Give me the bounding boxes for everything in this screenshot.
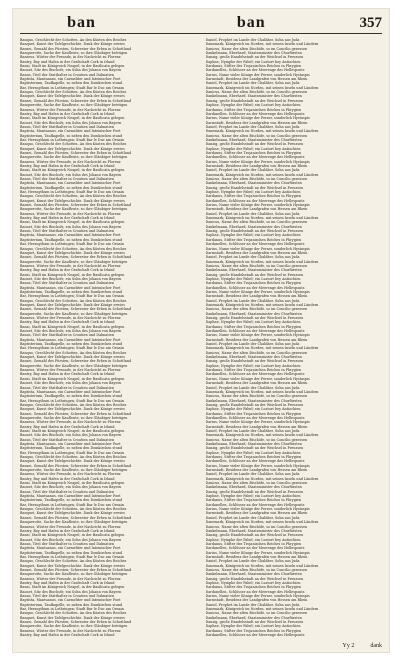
text-line: Dardanus, Stifter des Trojanischen Reiches in Phrygien (205, 541, 302, 546)
text-line: Banquerotte, Sache der Kaufleute, so ihre Gläubiger betrügen (20, 103, 128, 108)
text-line: Banquerotte, Sache der Kaufleute, so ihre Gläubiger betrügen (20, 468, 128, 473)
text-line: Banseus, Wörter der Freunde, in der Nachricht zu Florenz (20, 55, 121, 60)
text-line: Bantry, Bay und Hafen in der Grafschaft Cork in Irland (20, 476, 115, 481)
text-line: Banus, Titel der Statthalter in Croatien und Dalmatien (20, 541, 115, 546)
text-line: Darmstadt, Residenz der Landgrafen von Hessen am Rhein (205, 468, 308, 473)
text-line: Banseus, Wörter der Freunde, in der Nachricht zu Florenz (20, 628, 121, 633)
text-line: Baptisterium, Taufkapelle, so neben den Domkirchen stund (20, 133, 123, 138)
text-line: Daphne, Nymphe der Fabel; ein Lustort bey Antiochien (205, 363, 301, 368)
text-line: Banseus, Wörter der Freunde, in der Nachricht zu Florenz (20, 420, 121, 425)
text-line: Dankelmann, Eberhard, Staatsminister des Churfürsten (205, 51, 302, 56)
text-line: Banus, Titel der Statthalter in Croatien und Dalmatien (20, 281, 115, 286)
text-line: Banzi, Stadt im Königreich Neapel, in der Basilicata gelegen (20, 116, 125, 121)
text-line: Daniel, Prophet im Lande der Chaldäer, Sohn aus Juda (205, 38, 300, 42)
text-line: Baonet, Sitz des Bischofs; ein Sohn des Johann von Bayern (20, 224, 122, 229)
text-line: Dardanellen, Schlösser an der Meerenge des Hellesponts (205, 546, 305, 551)
text-line: Danzig, große Handelsstadt an der Weichsel in Preussen (205, 142, 304, 147)
text-line: Banseus, Wörter der Freunde, in der Nachricht zu Florenz (20, 472, 121, 477)
text-line: Banquerotte, Sache der Kaufleute, so ihre Gläubiger betrügen (20, 520, 128, 525)
text-line: Baptisterium, Taufkapelle, so neben den Domkirchen stund (20, 446, 123, 451)
text-line: Dardanus, Stifter des Trojanischen Reiches in Phrygien (205, 455, 302, 459)
text-line: Baptista, Mantuanus, ein Carmeliter und lateinischer Poet (20, 77, 121, 82)
text-line: Baonet, Sitz des Bischofs; ein Sohn des Johann von Bayern (20, 120, 122, 125)
text-line: Dankelmann, Eberhard, Staatsminister des Churfürsten (205, 311, 302, 316)
text-line: Baptista, Mantuanus, ein Carmeliter und lateinischer Poet (20, 598, 121, 603)
text-line: Danzig, große Handelsstadt an der Weichsel in Preussen (205, 620, 304, 625)
text-line: Daniel, Prophet im Lande der Chaldäer, Sohn aus Juda (205, 515, 300, 520)
text-line: Banseus, Wörter der Freunde, in der Nachricht zu Florenz (20, 524, 121, 529)
text-line: Bansei, Gemahl des Fürsten; Schwester der Erben in Schottland (20, 98, 132, 103)
text-line: Dardanus, Stifter des Trojanischen Reiches in Phrygien (205, 281, 302, 286)
text-line: Danzig, große Handelsstadt an der Weichsel in Preussen (205, 446, 304, 451)
text-line: Banseus, Wörter der Freunde, in der Nachricht zu Florenz (20, 263, 121, 268)
text-line: Banus, Titel der Statthalter in Croatien und Dalmatien (20, 229, 115, 234)
text-line: Darmstadt, Residenz der Landgrafen von Hessen am Rhein (205, 337, 308, 342)
text-line: Dardanellen, Schlösser an der Meerenge des Hellesponts (205, 111, 305, 116)
text-line: Danicus, Name der alten Bischöfe, so im Concilio gesessen (205, 90, 308, 95)
text-line: Baonet, Sitz des Bischofs; ein Sohn des Johann von Bayern (20, 433, 122, 438)
text-line: Bantry, Bay und Hafen in der Grafschaft Cork in Irland (20, 216, 115, 221)
text-line: Danicus, Name der alten Bischöfe, so im Concilio gesessen (205, 611, 308, 616)
text-line: Banquet, Kunst der Tafelgeschichte. Dank der Könige erwies (20, 94, 125, 99)
text-line: Baonet, Sitz des Bischofs; ein Sohn des Johann von Bayern (20, 537, 122, 542)
text-line: Dardanellen, Schlösser an der Meerenge des Hellesponts (205, 633, 305, 638)
text-line: Banquerotte, Sache der Kaufleute, so ihre Gläubiger betrügen (20, 155, 128, 160)
text-line: Baptista, Mantuanus, ein Carmeliter und lateinischer Poet (20, 337, 121, 342)
text-line: Dardanellen, Schlösser an der Meerenge des Hellesponts (205, 415, 305, 420)
text-line: Danicus, Name der alten Bischöfe, so im Concilio gesessen (205, 481, 308, 486)
text-line: Danicus, Name der alten Bischöfe, so im Concilio gesessen (205, 177, 308, 181)
text-line: Baptisterium, Taufkapelle, so neben den Domkirchen stund (20, 498, 123, 503)
text-line: Dardanellen, Schlösser an der Meerenge des Hellesponts (205, 155, 305, 160)
text-line: Dankelmann, Eberhard, Staatsminister des Churfürsten (205, 94, 302, 99)
text-line: Baonet, Sitz des Bischofs; ein Sohn des Johann von Bayern (20, 485, 122, 490)
text-line: Danemark, Königreich im Norden, mit seinen Inseln und Ländern (205, 346, 319, 351)
text-line: Banzi, Stadt im Königreich Neapel, in der Basilicata gelegen (20, 324, 125, 329)
text-line: Banquerotte, Sache der Kaufleute, so ihre Gläubiger betrügen (20, 572, 128, 577)
text-line: Dardanellen, Schlösser an der Meerenge des Hellesponts (205, 329, 305, 334)
text-line: Baptista, Mantuanus, ein Carmeliter und lateinischer Poet (20, 233, 121, 238)
text-line: Bar, Herzogthum in Lothringen; Stadt Bar le Duc am Ornain (20, 242, 124, 247)
text-line: Dardanellen, Schlösser an der Meerenge des Hellesponts (205, 502, 305, 507)
text-line: Darius, Name vieler Könige der Perser, sonderlich Hystaspis (205, 203, 310, 208)
text-line: Bar, Herzogthum in Lothringen; Stadt Bar le Duc am Ornain (20, 607, 124, 612)
text-line: Danemark, Königreich im Norden, mit seinen Inseln und Ländern (205, 389, 319, 394)
text-line: Banus, Titel der Statthalter in Croatien und Dalmatien (20, 72, 115, 77)
page-footer (20, 641, 382, 651)
text-line: Banzi, Stadt im Königreich Neapel, in der Basilicata gelegen (20, 585, 125, 590)
text-line: Danicus, Name der alten Bischöfe, so im Concilio gesessen (205, 220, 308, 225)
text-line: Bantry, Bay und Hafen in der Grafschaft Cork in Irland (20, 633, 115, 638)
text-line: Baptista, Mantuanus, ein Carmeliter und lateinischer Poet (20, 389, 121, 394)
text-line: Banzi, Stadt im Königreich Neapel, in der Basilicata gelegen (20, 168, 125, 173)
text-line: Darmstadt, Residenz der Landgrafen von Hessen am Rhein (205, 120, 308, 125)
text-line: Daphne, Nymphe der Fabel; ein Lustort bey Antiochien (205, 537, 301, 542)
text-line: Baptisterium, Taufkapelle, so neben den Domkirchen stund (20, 394, 123, 399)
text-line: Baptisterium, Taufkapelle, so neben den Domkirchen stund (20, 289, 123, 294)
text-line: Banquerotte, Sache der Kaufleute, so ihre Gläubiger betrügen (20, 624, 128, 629)
text-line: Bantry, Bay und Hafen in der Grafschaft Cork in Irland (20, 580, 115, 585)
text-line: Dardanellen, Schlösser an der Meerenge des Hellesponts (205, 589, 305, 594)
text-line: Daphne, Nymphe der Fabel; ein Lustort bey Antiochien (205, 146, 301, 151)
signature-mark: Yy 2 (342, 643, 355, 649)
text-line: Bansei, Gemahl des Fürsten; Schwester der Erben in Schottland (20, 620, 132, 625)
text-line: Bansei, Gemahl des Fürsten; Schwester der Erben in Schottland (20, 359, 132, 364)
text-line: Bansei, Gemahl des Fürsten; Schwester der Erben in Schottland (20, 307, 132, 312)
text-line: Dankelmann, Eberhard, Staatsminister des Churfürsten (205, 441, 302, 446)
text-line: Dankelmann, Eberhard, Staatsminister des Churfürsten (205, 137, 302, 142)
text-line: Baptista, Mantuanus, ein Carmeliter und lateinischer Poet (20, 441, 121, 446)
text-line: Daniel, Prophet im Lande der Chaldäer, Sohn aus Juda (205, 211, 300, 216)
text-line: Banquerotte, Sache der Kaufleute, so ihre Gläubiger betrügen (20, 51, 128, 56)
text-line: Banus, Titel der Statthalter in Croatien und Dalmatien (20, 177, 115, 181)
text-line: Darius, Name vieler Könige der Perser, sonderlich Hystaspis (205, 246, 310, 251)
text-line: Banzi, Stadt im Königreich Neapel, in der Basilicata gelegen (20, 428, 125, 433)
text-line: Banquo, Geschlecht der Schotten. An den Küsten des Reiches (20, 455, 127, 459)
text-line: Darius, Name vieler Könige der Perser, sonderlich Hystaspis (205, 159, 310, 164)
text-line: Bar, Herzogthum in Lothringen; Stadt Bar le Duc am Ornain (20, 450, 124, 455)
text-line: Bantry, Bay und Hafen in der Grafschaft Cork in Irland (20, 528, 115, 533)
text-line: Danemark, Königreich im Norden, mit seinen Inseln und Ländern (205, 520, 319, 525)
text-line: Baptisterium, Taufkapelle, so neben den Domkirchen stund (20, 550, 123, 555)
text-line: Banquet, Kunst der Tafelgeschichte. Dank der Könige erwies (20, 615, 125, 620)
text-line: Dardanellen, Schlösser an der Meerenge des Hellesponts (205, 242, 305, 247)
text-line: Banquerotte, Sache der Kaufleute, so ihre Gläubiger betrügen (20, 259, 128, 264)
text-line: Dankelmann, Eberhard, Staatsminister des Churfürsten (205, 181, 302, 186)
text-line: Dardanus, Stifter des Trojanischen Reiches in Phrygien (205, 411, 302, 416)
text-line: Danicus, Name der alten Bischöfe, so im Concilio gesessen (205, 263, 308, 268)
text-line: Danemark, Königreich im Norden, mit seinen Inseln und Ländern (205, 433, 319, 438)
text-line: Bar, Herzogthum in Lothringen; Stadt Bar le Duc am Ornain (20, 554, 124, 559)
text-line: Dardanus, Stifter des Trojanischen Reiches in Phrygien (205, 498, 302, 503)
text-line: Daphne, Nymphe der Fabel; ein Lustort bey Antiochien (205, 450, 301, 455)
catchword: dank (370, 643, 382, 649)
text-line: Danemark, Königreich im Norden, mit seinen Inseln und Ländern (205, 302, 319, 307)
text-line: Darmstadt, Residenz der Landgrafen von Hessen am Rhein (205, 381, 308, 386)
text-line: Danemark, Königreich im Norden, mit seinen Inseln und Ländern (205, 216, 319, 221)
text-line: Darmstadt, Residenz der Landgrafen von Hessen am Rhein (205, 554, 308, 559)
text-line: Darmstadt, Residenz der Landgrafen von Hessen am Rhein (205, 207, 308, 212)
text-line: Daphne, Nymphe der Fabel; ein Lustort bey Antiochien (205, 580, 301, 585)
text-line: Bar, Herzogthum in Lothringen; Stadt Bar le Duc am Ornain (20, 398, 124, 403)
text-line: Daphne, Nymphe der Fabel; ein Lustort bey Antiochien (205, 494, 301, 499)
text-line: Bansei, Gemahl des Fürsten; Schwester der Erben in Schottland (20, 411, 132, 416)
header-rule (20, 33, 382, 34)
text-line: Dardanus, Stifter des Trojanischen Reiches in Phrygien (205, 324, 302, 329)
text-line: Banquo, Geschlecht der Schotten. An den Küsten des Reiches (20, 559, 127, 564)
dictionary-page (12, 8, 390, 653)
text-line: Daniel, Prophet im Lande der Chaldäer, Sohn aus Juda (205, 298, 300, 303)
text-line: Bantry, Bay und Hafen in der Grafschaft Cork in Irland (20, 372, 115, 377)
text-line: Daniel, Prophet im Lande der Chaldäer, Sohn aus Juda (205, 342, 300, 347)
text-line: Banquo, Geschlecht der Schotten. An den Küsten des Reiches (20, 298, 127, 303)
text-line: Baptista, Mantuanus, ein Carmeliter und lateinischer Poet (20, 129, 121, 134)
text-line: Dankelmann, Eberhard, Staatsminister des Churfürsten (205, 398, 302, 403)
text-line: Banzi, Stadt im Königreich Neapel, in der Basilicata gelegen (20, 533, 125, 538)
text-line: Darmstadt, Residenz der Landgrafen von Hessen am Rhein (205, 294, 308, 299)
text-line: Banquo, Geschlecht der Schotten. An den Küsten des Reiches (20, 90, 127, 95)
text-line: Baonet, Sitz des Bischofs; ein Sohn des Johann von Bayern (20, 68, 122, 73)
text-line: Danicus, Name der alten Bischöfe, so im Concilio gesessen (205, 524, 308, 529)
text-line: Danzig, große Handelsstadt an der Weichsel in Preussen (205, 185, 304, 190)
text-line: Dardanellen, Schlösser an der Meerenge des Hellesponts (205, 372, 305, 377)
text-line: Darmstadt, Residenz der Landgrafen von Hessen am Rhein (205, 511, 308, 516)
text-line: Banzi, Stadt im Königreich Neapel, in der Basilicata gelegen (20, 272, 125, 277)
text-line: Banus, Titel der Statthalter in Croatien und Dalmatien (20, 333, 115, 338)
text-line: Baptisterium, Taufkapelle, so neben den Domkirchen stund (20, 237, 123, 242)
text-line: Daphne, Nymphe der Fabel; ein Lustort bey Antiochien (205, 624, 301, 629)
text-line: Darius, Name vieler Könige der Perser, sonderlich Hystaspis (205, 463, 310, 468)
text-line: Dardanus, Stifter des Trojanischen Reiches in Phrygien (205, 237, 302, 242)
text-line: Banquet, Kunst der Tafelgeschichte. Dank der Könige erwies (20, 250, 125, 255)
text-line: Banquo, Geschlecht der Schotten. An den Küsten des Reiches (20, 38, 127, 42)
text-line: Banquet, Kunst der Tafelgeschichte. Dank der Könige erwies (20, 355, 125, 360)
text-columns (20, 38, 382, 639)
text-line: Dardanellen, Schlösser an der Meerenge des Hellesponts (205, 459, 305, 464)
text-line: Danicus, Name der alten Bischöfe, so im Concilio gesessen (205, 307, 308, 312)
page-header (20, 10, 382, 32)
text-line: Baonet, Sitz des Bischofs; ein Sohn des Johann von Bayern (20, 329, 122, 334)
text-line: Dankelmann, Eberhard, Staatsminister des Churfürsten (205, 224, 302, 229)
text-line: Danemark, Königreich im Norden, mit seinen Inseln und Ländern (205, 259, 319, 264)
text-line: Baptista, Mantuanus, ein Carmeliter und lateinischer Poet (20, 181, 121, 186)
text-line: Danzig, große Handelsstadt an der Weichsel in Preussen (205, 55, 304, 60)
text-line: Bantry, Bay und Hafen in der Grafschaft Cork in Irland (20, 59, 115, 64)
text-line: Darius, Name vieler Könige der Perser, sonderlich Hystaspis (205, 420, 310, 425)
text-line: Dankelmann, Eberhard, Staatsminister des Churfürsten (205, 572, 302, 577)
text-line: Darmstadt, Residenz der Landgrafen von Hessen am Rhein (205, 598, 308, 603)
text-line: Bar, Herzogthum in Lothringen; Stadt Bar le Duc am Ornain (20, 190, 124, 195)
text-line: Banus, Titel der Statthalter in Croatien und Dalmatien (20, 489, 115, 494)
text-line: Bar, Herzogthum in Lothringen; Stadt Bar le Duc am Ornain (20, 346, 124, 351)
text-line: Danemark, Königreich im Norden, mit seinen Inseln und Ländern (205, 129, 319, 134)
text-line: Bar, Herzogthum in Lothringen; Stadt Bar le Duc am Ornain (20, 137, 124, 142)
text-line: Banseus, Wörter der Freunde, in der Nachricht zu Florenz (20, 159, 121, 164)
right-column (206, 38, 383, 639)
page-number: 357 (359, 15, 382, 31)
text-line: Dardanellen, Schlösser an der Meerenge des Hellesponts (205, 285, 305, 290)
text-line: Danicus, Name der alten Bischöfe, so im Concilio gesessen (205, 133, 308, 138)
text-line: Banquet, Kunst der Tafelgeschichte. Dank der Könige erwies (20, 146, 125, 151)
left-column (20, 38, 197, 639)
text-line: Danzig, große Handelsstadt an der Weichsel in Preussen (205, 489, 304, 494)
text-line: Banquet, Kunst der Tafelgeschichte. Dank der Könige erwies (20, 563, 125, 568)
text-line: Banquet, Kunst der Tafelgeschichte. Dank der Könige erwies (20, 42, 125, 47)
text-line: Daphne, Nymphe der Fabel; ein Lustort bey Antiochien (205, 276, 301, 281)
text-line: Danzig, große Handelsstadt an der Weichsel in Preussen (205, 316, 304, 320)
text-line: Banzi, Stadt im Königreich Neapel, in der Basilicata gelegen (20, 220, 125, 225)
text-line: Banquo, Geschlecht der Schotten. An den Küsten des Reiches (20, 507, 127, 512)
text-line: Banquerotte, Sache der Kaufleute, so ihre Gläubiger betrügen (20, 207, 128, 212)
text-line: Darius, Name vieler Könige der Perser, sonderlich Hystaspis (205, 289, 310, 294)
text-line: Bansei, Gemahl des Fürsten; Schwester der Erben in Schottland (20, 567, 132, 572)
text-line: Darmstadt, Residenz der Landgrafen von Hessen am Rhein (205, 163, 308, 168)
text-line: Dardanus, Stifter des Trojanischen Reiches in Phrygien (205, 150, 302, 155)
text-line: Baptista, Mantuanus, ein Carmeliter und lateinischer Poet (20, 494, 121, 499)
text-line: Danzig, große Handelsstadt an der Weichsel in Preussen (205, 533, 304, 538)
text-line: Baonet, Sitz des Bischofs; ein Sohn des Johann von Bayern (20, 276, 122, 281)
text-line: Danzig, große Handelsstadt an der Weichsel in Preussen (205, 229, 304, 234)
text-line: Dankelmann, Eberhard, Staatsminister des Churfürsten (205, 615, 302, 620)
text-line: Daphne, Nymphe der Fabel; ein Lustort bey Antiochien (205, 320, 301, 325)
text-line: Daphne, Nymphe der Fabel; ein Lustort bey Antiochien (205, 190, 301, 195)
text-line: Daniel, Prophet im Lande der Chaldäer, Sohn aus Juda (205, 472, 300, 477)
text-line: Darius, Name vieler Könige der Perser, sonderlich Hystaspis (205, 376, 310, 381)
text-line: Banquet, Kunst der Tafelgeschichte. Dank der Könige erwies (20, 459, 125, 464)
text-line: Bansei, Gemahl des Fürsten; Schwester der Erben in Schottland (20, 150, 132, 155)
text-line: Bansei, Gemahl des Fürsten; Schwester der Erben in Schottland (20, 46, 132, 51)
text-line: Banquet, Kunst der Tafelgeschichte. Dank der Könige erwies (20, 511, 125, 516)
text-line: Banseus, Wörter der Freunde, in der Nachricht zu Florenz (20, 316, 121, 320)
text-line: Darmstadt, Residenz der Landgrafen von Hessen am Rhein (205, 250, 308, 255)
text-line: Banquo, Geschlecht der Schotten. An den Küsten des Reiches (20, 246, 127, 251)
text-line: Banzi, Stadt im Königreich Neapel, in der Basilicata gelegen (20, 376, 125, 381)
text-line: Daniel, Prophet im Lande der Chaldäer, Sohn aus Juda (205, 168, 300, 173)
text-line: Danzig, große Handelsstadt an der Weichsel in Preussen (205, 576, 304, 581)
text-line: Danemark, Königreich im Norden, mit seinen Inseln und Ländern (205, 42, 319, 47)
text-line: Bansei, Gemahl des Fürsten; Schwester der Erben in Schottland (20, 515, 132, 520)
text-line: Dankelmann, Eberhard, Staatsminister des Churfürsten (205, 528, 302, 533)
text-line: Dankelmann, Eberhard, Staatsminister des Churfürsten (205, 268, 302, 273)
text-line: Danicus, Name der alten Bischöfe, so im Concilio gesessen (205, 350, 308, 355)
text-line: Danemark, Königreich im Norden, mit seinen Inseln und Ländern (205, 172, 319, 177)
text-line: Baonet, Sitz des Bischofs; ein Sohn des Johann von Bayern (20, 589, 122, 594)
text-line: Banquerotte, Sache der Kaufleute, so ihre Gläubiger betrügen (20, 363, 128, 368)
text-line: Bantry, Bay und Hafen in der Grafschaft Cork in Irland (20, 424, 115, 429)
text-line: Dardanus, Stifter des Trojanischen Reiches in Phrygien (205, 64, 302, 69)
text-line: Bar, Herzogthum in Lothringen; Stadt Bar le Duc am Ornain (20, 502, 124, 507)
text-line: Banseus, Wörter der Freunde, in der Nachricht zu Florenz (20, 576, 121, 581)
text-line: Danemark, Königreich im Norden, mit seinen Inseln und Ländern (205, 85, 319, 90)
text-line: Darius, Name vieler Könige der Perser, sonderlich Hystaspis (205, 507, 310, 512)
text-line: Darius, Name vieler Könige der Perser, sonderlich Hystaspis (205, 594, 310, 598)
text-line: Danicus, Name der alten Bischöfe, so im Concilio gesessen (205, 437, 308, 442)
text-line: Banus, Titel der Statthalter in Croatien und Dalmatien (20, 594, 115, 598)
text-line: Dardanus, Stifter des Trojanischen Reiches in Phrygien (205, 368, 302, 373)
text-line: Baptisterium, Taufkapelle, so neben den Domkirchen stund (20, 185, 123, 190)
text-line: Danzig, große Handelsstadt an der Weichsel in Preussen (205, 272, 304, 277)
text-line: Daniel, Prophet im Lande der Chaldäer, Sohn aus Juda (205, 602, 300, 607)
text-line: Banzi, Stadt im Königreich Neapel, in der Basilicata gelegen (20, 481, 125, 486)
text-line: Bansei, Gemahl des Fürsten; Schwester der Erben in Schottland (20, 255, 132, 260)
text-line: Banus, Titel der Statthalter in Croatien und Dalmatien (20, 437, 115, 442)
text-line: Banzi, Stadt im Königreich Neapel, in der Basilicata gelegen (20, 64, 125, 69)
text-line: Bantry, Bay und Hafen in der Grafschaft Cork in Irland (20, 163, 115, 168)
text-line: Banseus, Wörter der Freunde, in der Nachricht zu Florenz (20, 368, 121, 373)
text-line: Banquet, Kunst der Tafelgeschichte. Dank der Könige erwies (20, 407, 125, 412)
text-line: Daphne, Nymphe der Fabel; ein Lustort bey Antiochien (205, 407, 301, 412)
right-headword: ban (236, 14, 266, 31)
text-line: Banus, Titel der Statthalter in Croatien und Dalmatien (20, 385, 115, 390)
text-line: Daphne, Nymphe der Fabel; ein Lustort bey Antiochien (205, 233, 301, 238)
text-line: Danemark, Königreich im Norden, mit seinen Inseln und Ländern (205, 476, 319, 481)
text-line: Bansei, Gemahl des Fürsten; Schwester der Erben in Schottland (20, 203, 132, 208)
text-line: Banquerotte, Sache der Kaufleute, so ihre Gläubiger betrügen (20, 311, 128, 316)
text-line: Banquo, Geschlecht der Schotten. An den Küsten des Reiches (20, 194, 127, 199)
left-headword: ban (67, 14, 96, 31)
text-line: Darius, Name vieler Könige der Perser, sonderlich Hystaspis (205, 116, 310, 121)
text-line: Daniel, Prophet im Lande der Chaldäer, Sohn aus Juda (205, 559, 300, 564)
text-line: Banseus, Wörter der Freunde, in der Nachricht zu Florenz (20, 107, 121, 112)
text-line: Dardanus, Stifter des Trojanischen Reiches in Phrygien (205, 628, 302, 633)
text-line: Baptisterium, Taufkapelle, so neben den Domkirchen stund (20, 602, 123, 607)
text-line: Baonet, Sitz des Bischofs; ein Sohn des Johann von Bayern (20, 381, 122, 386)
text-line: Daphne, Nymphe der Fabel; ein Lustort bey Antiochien (205, 103, 301, 108)
text-line: Daniel, Prophet im Lande der Chaldäer, Sohn aus Juda (205, 124, 300, 129)
text-line: Baptista, Mantuanus, ein Carmeliter und lateinischer Poet (20, 285, 121, 290)
text-line: Dankelmann, Eberhard, Staatsminister des Churfürsten (205, 355, 302, 360)
text-line: Banquerotte, Sache der Kaufleute, so ihre Gläubiger betrügen (20, 415, 128, 420)
text-line: Danzig, große Handelsstadt an der Weichsel in Preussen (205, 98, 304, 103)
text-line: Bar, Herzogthum in Lothringen; Stadt Bar le Duc am Ornain (20, 294, 124, 299)
text-line: Danemark, Königreich im Norden, mit seinen Inseln und Ländern (205, 563, 319, 568)
text-line: Baptisterium, Taufkapelle, so neben den Domkirchen stund (20, 81, 123, 86)
text-line: Dardanellen, Schlösser an der Meerenge des Hellesponts (205, 198, 305, 203)
text-line: Danzig, große Handelsstadt an der Weichsel in Preussen (205, 402, 304, 407)
text-line: Bantry, Bay und Hafen in der Grafschaft Cork in Irland (20, 268, 115, 273)
text-line: Dankelmann, Eberhard, Staatsminister des Churfürsten (205, 485, 302, 490)
text-line: Daniel, Prophet im Lande der Chaldäer, Sohn aus Juda (205, 385, 300, 390)
text-line: Danemark, Königreich im Norden, mit seinen Inseln und Ländern (205, 607, 319, 612)
text-line: Dardanus, Stifter des Trojanischen Reiches in Phrygien (205, 194, 302, 199)
text-line: Daniel, Prophet im Lande der Chaldäer, Sohn aus Juda (205, 255, 300, 260)
text-line: Darius, Name vieler Könige der Perser, sonderlich Hystaspis (205, 72, 310, 77)
text-line: Bantry, Bay und Hafen in der Grafschaft Cork in Irland (20, 111, 115, 116)
text-line: Darmstadt, Residenz der Landgrafen von Hessen am Rhein (205, 77, 308, 82)
text-line: Danicus, Name der alten Bischöfe, so im Concilio gesessen (205, 567, 308, 572)
text-line: Baonet, Sitz des Bischofs; ein Sohn des Johann von Bayern (20, 172, 122, 177)
text-line: Danzig, große Handelsstadt an der Weichsel in Preussen (205, 359, 304, 364)
text-line: Dardanellen, Schlösser an der Meerenge des Hellesponts (205, 68, 305, 73)
text-line: Banseus, Wörter der Freunde, in der Nachricht zu Florenz (20, 211, 121, 216)
text-line: Darius, Name vieler Könige der Perser, sonderlich Hystaspis (205, 333, 310, 338)
text-line: Baptista, Mantuanus, ein Carmeliter und lateinischer Poet (20, 546, 121, 551)
text-line: Darmstadt, Residenz der Landgrafen von Hessen am Rhein (205, 424, 308, 429)
text-line: Baptisterium, Taufkapelle, so neben den Domkirchen stund (20, 342, 123, 347)
text-line: Banquo, Geschlecht der Schotten. An den Küsten des Reiches (20, 142, 127, 147)
text-line: Banquo, Geschlecht der Schotten. An den Küsten des Reiches (20, 350, 127, 355)
text-line: Danicus, Name der alten Bischöfe, so im Concilio gesessen (205, 46, 308, 51)
text-line: Banquet, Kunst der Tafelgeschichte. Dank der Könige erwies (20, 302, 125, 307)
text-line: Banquo, Geschlecht der Schotten. An den Küsten des Reiches (20, 402, 127, 407)
text-line: Daniel, Prophet im Lande der Chaldäer, Sohn aus Juda (205, 428, 300, 433)
text-line: Darius, Name vieler Könige der Perser, sonderlich Hystaspis (205, 550, 310, 555)
text-line: Bar, Herzogthum in Lothringen; Stadt Bar le Duc am Ornain (20, 85, 124, 90)
text-line: Dardanus, Stifter des Trojanischen Reiches in Phrygien (205, 107, 302, 112)
text-line: Banus, Titel der Statthalter in Croatien und Dalmatien (20, 124, 115, 129)
text-line: Danicus, Name der alten Bischöfe, so im Concilio gesessen (205, 394, 308, 399)
text-line: Dardanus, Stifter des Trojanischen Reiches in Phrygien (205, 585, 302, 590)
text-line: Banquo, Geschlecht der Schotten. An den Küsten des Reiches (20, 611, 127, 616)
text-line: Bansei, Gemahl des Fürsten; Schwester der Erben in Schottland (20, 463, 132, 468)
text-line: Banquet, Kunst der Tafelgeschichte. Dank der Könige erwies (20, 198, 125, 203)
text-line: Daphne, Nymphe der Fabel; ein Lustort bey Antiochien (205, 59, 301, 64)
text-line: Bantry, Bay und Hafen in der Grafschaft Cork in Irland (20, 320, 115, 325)
text-line: Daniel, Prophet im Lande der Chaldäer, Sohn aus Juda (205, 81, 300, 86)
